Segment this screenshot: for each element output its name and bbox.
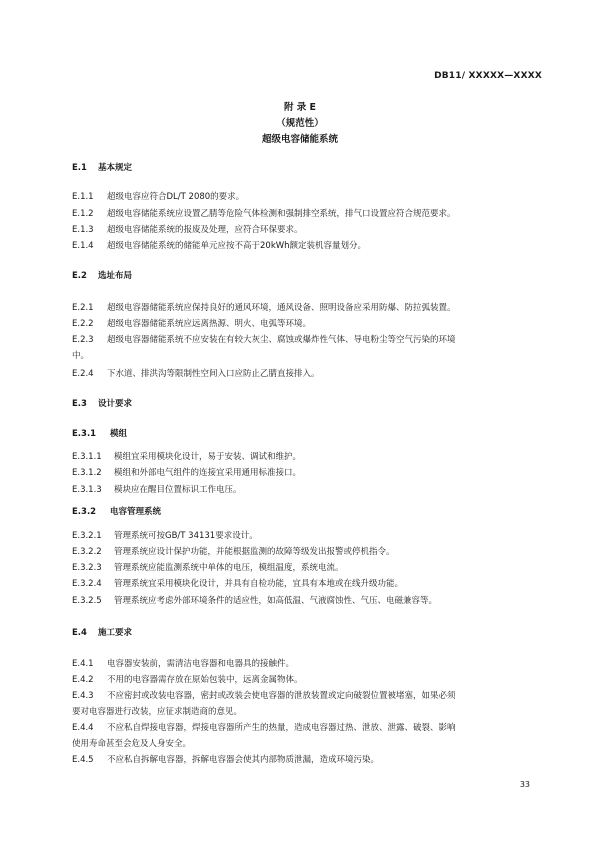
- appendix-label: 附 录 E: [283, 102, 317, 113]
- clause-text: 超级电容储能系统的报废及处理，应符合环保要求。: [107, 225, 303, 235]
- clause-text: 下水道、排洪沟等限制性空间入口应防止乙腈直接排入。: [107, 369, 320, 379]
- clause-number: E.2.3: [72, 335, 94, 345]
- clause-number: E.4.3: [72, 691, 94, 701]
- clause: [72, 658, 294, 670]
- clause-text: 不应私自拆解电容器，拆解电容器会使其内部物质泄漏，造成环境污染。: [107, 755, 380, 765]
- section-heading: [72, 398, 132, 410]
- clause-text: 电容器安装前，需清洁电容器和电器具的接触件。: [107, 659, 295, 669]
- clause-text: 管理系统宜采用模块化设计，并具有自检功能，宜具有本地或在线升级功能。: [114, 579, 404, 589]
- clause-text: 不应密封或改装电容器，密封或改装会使电容器的泄放装置或定向破裂位置被堵塞，如果必须: [107, 691, 456, 701]
- clause-text: 模组和外部电气组件的连接宜采用通用标准接口。: [114, 468, 302, 478]
- clause-text: 管理系统可按GB/T 34131要求设计。: [114, 531, 258, 541]
- clause-text: 超级电容储能系统的储能单元应按不高于20kWh额定装机容量划分。: [107, 241, 367, 251]
- section-number: E.3: [72, 399, 87, 409]
- subsection-title: 电容管理系统: [110, 507, 162, 517]
- clause-text: 模组宜采用模块化设计，易于安装、调试和维护。: [114, 452, 302, 462]
- clause-number: E.2.1: [72, 303, 94, 313]
- subsection-number: E.3.2: [72, 507, 97, 517]
- clause-text: 超级电容器储能系统不应安装在有较大灰尘、腐蚀或爆炸性气体、导电粉尘等空气污染的环境: [107, 335, 456, 345]
- page-number: 33: [519, 780, 530, 789]
- clause: [72, 334, 456, 346]
- clause-continuation: 中。: [72, 351, 90, 361]
- clause: [72, 368, 320, 380]
- clause-number: E.2.4: [72, 369, 94, 379]
- clause: [72, 674, 303, 686]
- section-title: 基本规定: [98, 163, 133, 173]
- clause-number: E.4.5: [72, 755, 94, 765]
- appendix-nature: （规范性）: [276, 118, 324, 129]
- clause-number: E.3.2.3: [72, 563, 102, 573]
- clause-continuation: 使用寿命甚至会危及人身安全。: [72, 739, 192, 749]
- clause-number: E.4.4: [72, 723, 94, 733]
- appendix-title: 超级电容储能系统: [261, 134, 338, 145]
- clause-number: E.1.1: [72, 192, 94, 202]
- clause-text: 管理系统应考虑外部环境条件的适应性，如高低温、气液腐蚀性、气压、电磁兼容等。: [114, 596, 438, 606]
- clause: [72, 240, 366, 252]
- clause-text: 超级电容器储能系统应保持良好的通风环境，通风设备、照明设备应采用防爆、防拉弧装置。: [107, 303, 456, 313]
- section-number: E.2: [72, 271, 87, 281]
- clause: [72, 191, 244, 203]
- clause-number: E.3.2.5: [72, 596, 102, 606]
- subsection-heading: [72, 428, 127, 440]
- document-code: DB11/ XXXXX—XXXX: [434, 71, 542, 81]
- clause-text: 模块应在醒目位置标识工作电压。: [114, 485, 242, 495]
- clause-text: 超级电容器储能系统应远离热源、明火、电弧等环境。: [107, 319, 312, 329]
- clause-number: E.3.2.1: [72, 531, 102, 541]
- clause: [72, 302, 456, 314]
- clause: [72, 754, 379, 766]
- clause-number: E.1.3: [72, 225, 94, 235]
- clause: [72, 595, 437, 607]
- clause: [72, 467, 301, 479]
- clause: [72, 208, 456, 220]
- section-number: E.4: [72, 628, 87, 638]
- clause-number: E.1.2: [72, 209, 94, 219]
- section-heading: [72, 270, 132, 282]
- clause: [72, 578, 403, 590]
- clause-text: 超级电容应符合DL/T 2080的要求。: [107, 192, 245, 202]
- clause: [72, 690, 456, 702]
- clause: [72, 546, 395, 558]
- clause: [72, 484, 242, 496]
- subsection-heading: [72, 506, 161, 518]
- clause-text: 超级电容储能系统应设置乙腈等危险气体检测和强制排空系统，排气口设置应符合规范要求。: [107, 209, 456, 219]
- clause-text: 管理系统应能监测系统中单体的电压，模组温度，系统电流。: [114, 563, 344, 573]
- section-title: 选址布局: [98, 271, 133, 281]
- clause-number: E.4.1: [72, 659, 94, 669]
- clause: [72, 562, 344, 574]
- clause: [72, 722, 456, 734]
- clause-number: E.3.2.2: [72, 547, 102, 557]
- subsection-title: 模组: [110, 429, 128, 439]
- clause-number: E.3.2.4: [72, 579, 102, 589]
- clause: [72, 451, 301, 463]
- clause-text: 不应私自焊接电容器，焊接电容器所产生的热量，造成电容器过热、泄放、泄露、破裂、影响: [107, 723, 456, 733]
- section-title: 设计要求: [98, 399, 133, 409]
- section-title: 施工要求: [98, 628, 133, 638]
- section-heading: [72, 162, 132, 174]
- clause-number: E.4.2: [72, 675, 94, 685]
- clause-text: 不用的电容器需存放在原始包装中，远离金属物体。: [107, 675, 303, 685]
- clause: [72, 318, 311, 330]
- clause-text: 管理系统应设计保护功能，并能根据监测的故障等级发出报警或停机指令。: [114, 547, 395, 557]
- section-heading: [72, 627, 132, 639]
- clause-number: E.3.1.3: [72, 485, 102, 495]
- section-number: E.1: [72, 163, 87, 173]
- clause: [72, 224, 303, 236]
- clause: [72, 530, 258, 542]
- clause-continuation: 要对电容器进行改装，应征求制造商的意见。: [72, 707, 243, 717]
- clause-number: E.1.4: [72, 241, 94, 251]
- clause-number: E.3.1.2: [72, 468, 102, 478]
- subsection-number: E.3.1: [72, 429, 97, 439]
- clause-number: E.3.1.1: [72, 452, 102, 462]
- clause-number: E.2.2: [72, 319, 94, 329]
